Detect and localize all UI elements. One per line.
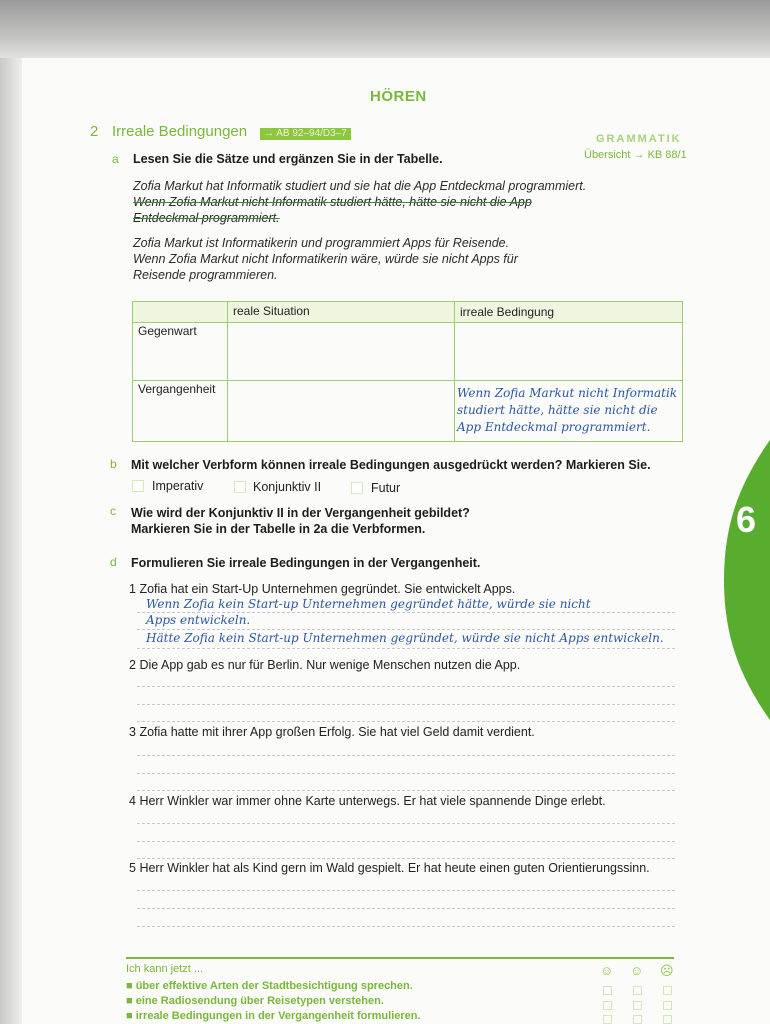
smiley-sad-icon: ☹ [660,963,674,978]
writing-line[interactable] [137,773,675,775]
part-b-question: Mit welcher Verbform können irreale Bedingungen ausgedrückt werden? Markieren Sie. [131,458,651,472]
scan-shadow-top [0,0,770,58]
part-letter-a: a [112,152,119,166]
table-divider [133,322,682,323]
exercise-item-1 [129,582,515,596]
part-letter-b: b [110,457,117,471]
self-check-box[interactable] [663,1001,672,1010]
item-text: Herr Winkler war immer ohne Karte unterwegs. Er hat viele spannende Dinge erlebt. [139,794,606,808]
scan-shadow-left [0,58,22,1024]
item-number: 2 [129,658,136,672]
section-number: 2 [90,123,99,140]
handwritten-answer-line: Wenn Zofia kein Start-up Unternehmen gegründet hätte, würde sie nicht [146,597,591,611]
part-c-line-1: Wie wird der Konjunktiv II in der Vergangenheit gebildet? [131,506,470,520]
writing-line[interactable] [137,841,675,843]
handwritten-table-answer-line: studiert hätte, hätte sie nicht die [457,403,658,417]
item-number: 4 [129,794,136,808]
part-a-instruction: Lesen Sie die Sätze und ergänzen Sie in der Tabelle. [133,152,443,166]
row-label-gegenwart: Gegenwart [138,324,197,338]
self-check-box[interactable] [633,986,642,995]
example-1-line-1: Zofia Markut hat Informatik studiert und sie hat die App Entdeckmal programmiert. [133,179,587,193]
row-label-vergangenheit: Vergangenheit [138,382,216,396]
can-do-item: ■ über effektive Arten der Stadtbesichtigung sprechen. [126,980,413,992]
writing-line[interactable] [137,721,675,723]
item-text: Zofia hat ein Start-Up Unternehmen gegründet. Sie entwickelt Apps. [139,582,516,596]
handwritten-answer-line: Hätte Zofia kein Start-up Unternehmen gegründet, würde sie nicht Apps entwickeln. [146,631,664,645]
handwritten-table-answer-line: App Entdeckmal programmiert. [457,420,651,434]
example-2-line-3: Reisende programmieren. [133,268,278,282]
exercise-item-2 [129,658,520,672]
self-check-box[interactable] [633,1015,642,1024]
can-do-text: irreale Bedingungen in der Vergangenheit formulieren. [135,1010,421,1022]
handwritten-answer-line: Apps entwickeln. [146,613,251,627]
item-text: Die App gab es nur für Berlin. Nur wenige Menschen nutzen die App. [139,658,521,672]
handwritten-table-answer-line: Wenn Zofia Markut nicht Informatik [457,386,678,400]
workbook-reference: → AB 92–94/D3–7 [260,128,351,140]
can-do-text: über effektive Arten der Stadtbesichtigung sprechen. [135,980,413,992]
chapter-number: 6 [735,499,757,540]
exercise-item-3 [129,725,535,739]
can-do-item: ■ irreale Bedingungen in der Vergangenheit formulieren. [126,1010,421,1022]
example-2-line-2: Wenn Zofia Markut nicht Informatikerin wäre, würde sie nicht Apps für [133,252,518,266]
checkbox-konjunktiv-ii[interactable] [234,481,246,493]
table-header-row [133,302,682,322]
col-header-irreal: irreale Bedingung [460,305,555,319]
writing-line[interactable] [137,908,675,910]
self-assessment-intro: Ich kann jetzt ... [126,963,204,975]
writing-line[interactable] [137,686,675,688]
grammar-overview-link: Übersicht → KB 88/1 [584,149,687,161]
part-letter-c: c [110,504,116,518]
writing-line[interactable] [137,612,675,614]
option-konjunktiv-ii: Konjunktiv II [253,480,322,494]
grammatik-label: GRAMMATIK [596,133,682,145]
can-do-text: eine Radiosendung über Reisetypen verstehen. [135,995,384,1007]
writing-line[interactable] [137,704,675,706]
col-header-real: reale Situation [233,304,310,318]
part-letter-d: d [110,555,117,569]
option-futur: Futur [371,481,401,495]
checkbox-futur[interactable] [351,482,363,494]
self-check-box[interactable] [633,1001,642,1010]
option-imperativ: Imperativ [152,479,204,493]
writing-line[interactable] [137,755,675,757]
writing-line[interactable] [137,890,675,892]
self-check-box[interactable] [663,1015,672,1024]
table-divider [133,380,682,381]
part-c-line-2: Markieren Sie in der Tabelle in 2a die Verbformen. [131,522,426,536]
item-number: 1 [129,582,136,596]
exercise-item-5 [129,861,650,875]
item-number: 3 [129,725,136,739]
self-check-box[interactable] [603,986,612,995]
writing-line[interactable] [137,648,675,650]
section-title: Irreale Bedingungen [112,123,248,140]
item-text: Zofia hatte mit ihrer App großen Erfolg. Sie hat viel Geld damit verdient. [139,725,535,739]
footer-divider [126,957,674,959]
smiley-neutral-icon: ☺ [630,963,644,978]
self-check-box[interactable] [663,986,672,995]
writing-line[interactable] [137,823,675,825]
self-check-box[interactable] [603,1001,612,1010]
checkbox-imperativ[interactable] [132,480,144,492]
writing-line[interactable] [137,629,675,631]
page-heading: HÖREN [370,88,427,105]
chapter-tab [722,440,770,720]
example-2-line-1: Zofia Markut ist Informatikerin und programmiert Apps für Reisende. [133,236,510,250]
self-check-box[interactable] [603,1015,612,1024]
writing-line[interactable] [137,858,675,860]
example-1-line-2: Wenn Zofia Markut nicht Informatik studiert hätte, hätte sie nicht die App [133,195,532,209]
writing-line[interactable] [137,790,675,792]
part-d-instruction: Formulieren Sie irreale Bedingungen in der Vergangenheit. [131,556,481,570]
writing-line[interactable] [137,926,675,928]
exercise-item-4 [129,794,606,808]
grammar-table [132,301,683,442]
item-number: 5 [129,861,136,875]
can-do-item: ■ eine Radiosendung über Reisetypen verstehen. [126,995,384,1007]
example-1-line-3: Entdeckmal programmiert. [133,211,280,225]
smiley-happy-icon: ☺ [600,963,614,978]
item-text: Herr Winkler hat als Kind gern im Wald gespielt. Er hat heute einen guten Orientierungssinn. [139,861,650,875]
